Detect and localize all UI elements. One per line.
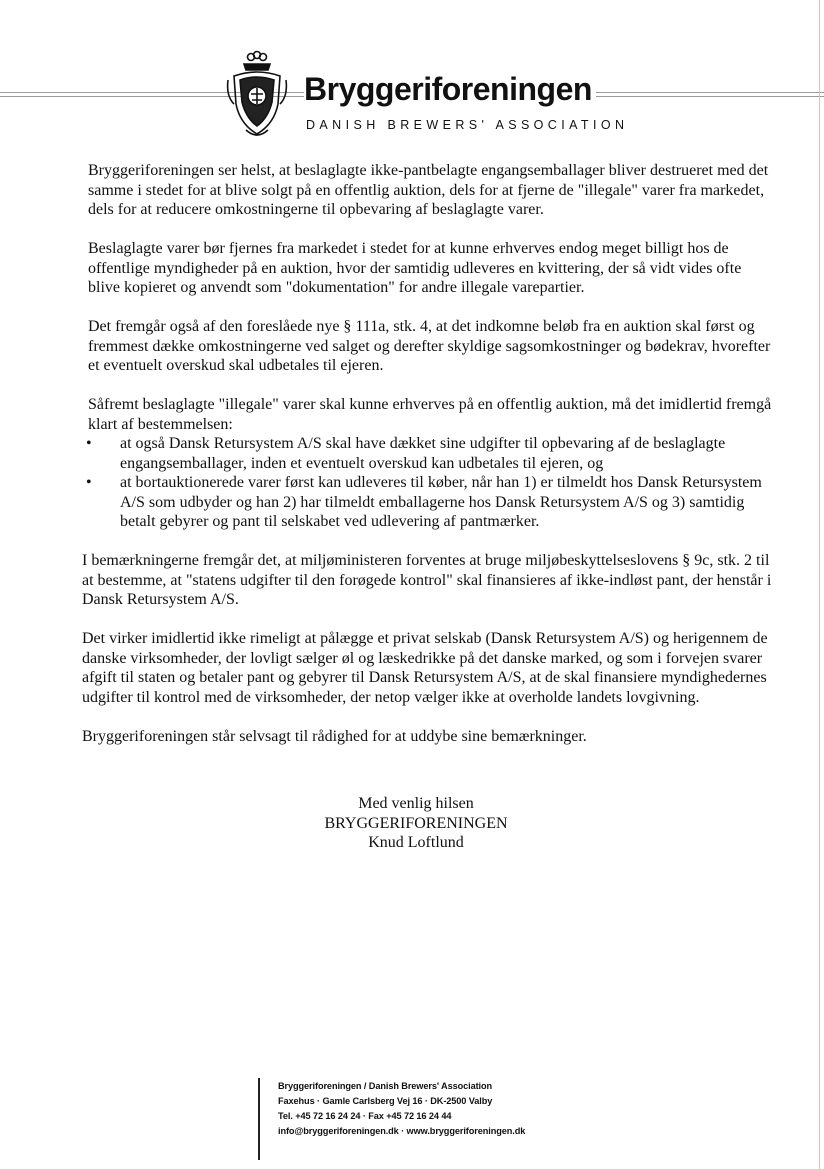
list-item-text: at også Dansk Retursystem A/S skal have dækket sine udgifter til opbevaring af de beslaglagte engangsemballager, inden et eventuelt overskud kan udbetales til ejeren, og (120, 435, 726, 472)
bullet-icon: • (86, 474, 92, 491)
bullet-icon: • (86, 435, 92, 452)
footer-contact (278, 1079, 525, 1139)
org-subtitle: DANISH BREWERS' ASSOCIATION (306, 118, 629, 132)
paragraph-7: Bryggeriforeningen står selvsagt til rådighed for at uddybe sine bemærkninger. (82, 727, 587, 745)
crest-logo (224, 50, 290, 138)
closing-org: BRYGGERIFORENINGEN (324, 814, 508, 832)
list-item (82, 473, 772, 532)
paragraph-4: Såfremt beslaglagte "illegale" varer skal kunne erhverves på en offentlig auktion, må det imidlertid fremgå klart af bestemmelsen: (88, 396, 772, 433)
letter-body (82, 161, 772, 766)
closing-signer: Knud Loftlund (368, 834, 464, 851)
paragraph-6: Det virker imidlertid ikke rimeligt at pålægge et privat selskab (Dansk Retursystem A/S) og herigennem de danske virksomheder, der lovligt sælger øl og læskedrikke på det danske marked, og som i forvejen svarer afgift til staten og betaler pant og gebyrer til Dansk Retursystem A/S, at de skal finansiere myndighedernes udgifter til kontrol med de virksomheder, der netop vælger ikke at overholde landets lovgivning. (82, 630, 768, 706)
org-name: Bryggeriforeningen (304, 70, 596, 108)
paragraph-2: Beslaglagte varer bør fjernes fra markedet i stedet for at kunne erhverves endog meget billigt hos de offentlige myndigheder på en auktion, hvor der samtidig udleveres en kvittering, der så vidt vides ofte blive kopieret og anvendt som "dokumentation" for andre illegale varepartier. (88, 240, 742, 296)
footer-line-org: Bryggeriforeningen / Danish Brewers' Association (278, 1081, 493, 1091)
footer-line-web: info@bryggeriforeningen.dk · www.bryggeriforeningen.dk (278, 1126, 526, 1136)
list-item (82, 434, 772, 473)
footer-divider (258, 1078, 260, 1160)
paragraph-1: Bryggeriforeningen ser helst, at beslaglagte ikke-pantbelagte engangsemballager bliver destrueret med det samme i stedet for at blive solgt på en offentlig auktion, dels for at fjerne de "illegale" varer fra markedet, dels for at reducere omkostningerne til opbevaring af beslaglagte varer. (88, 162, 769, 218)
footer-line-address: Faxehus · Gamle Carlsberg Vej 16 · DK-2500 Valby (278, 1096, 493, 1106)
footer-line-phone: Tel. +45 72 16 24 24 · Fax +45 72 16 24 44 (278, 1111, 452, 1121)
closing-block (0, 794, 824, 853)
bullet-list (82, 434, 772, 532)
paragraph-3: Det fremgår også af den foreslåede nye § 111a, stk. 4, at det indkomne beløb fra en auktion skal først og fremmest dække omkostningerne ved salget og derefter skyldige sagsomkostninger og bødekrav, hvorefter et eventuelt overskud skal udbetales til ejeren. (88, 318, 771, 374)
closing-greeting: Med venlig hilsen (358, 795, 474, 812)
list-item-text: at bortauktionerede varer først kan udleveres til køber, når han 1) er tilmeldt hos Dansk Retursystem A/S som udbyder og han 2) har tilmeldt emballagerne hos Dansk Retursystem A/S og 3) samtidig betalt gebyrer og pant til selskabet ved udlevering af pantmærker. (120, 474, 762, 530)
paragraph-5: I bemærkningerne fremgår det, at miljøministeren forventes at bruge miljøbeskyttelseslovens § 9c, stk. 2 til at bestemme, at "statens udgifter til den forøgede kontrol" skal finansieres af ikke-indløst pant, der henstår i Dansk Retursystem A/S. (82, 552, 772, 608)
page-edge (819, 0, 820, 1169)
